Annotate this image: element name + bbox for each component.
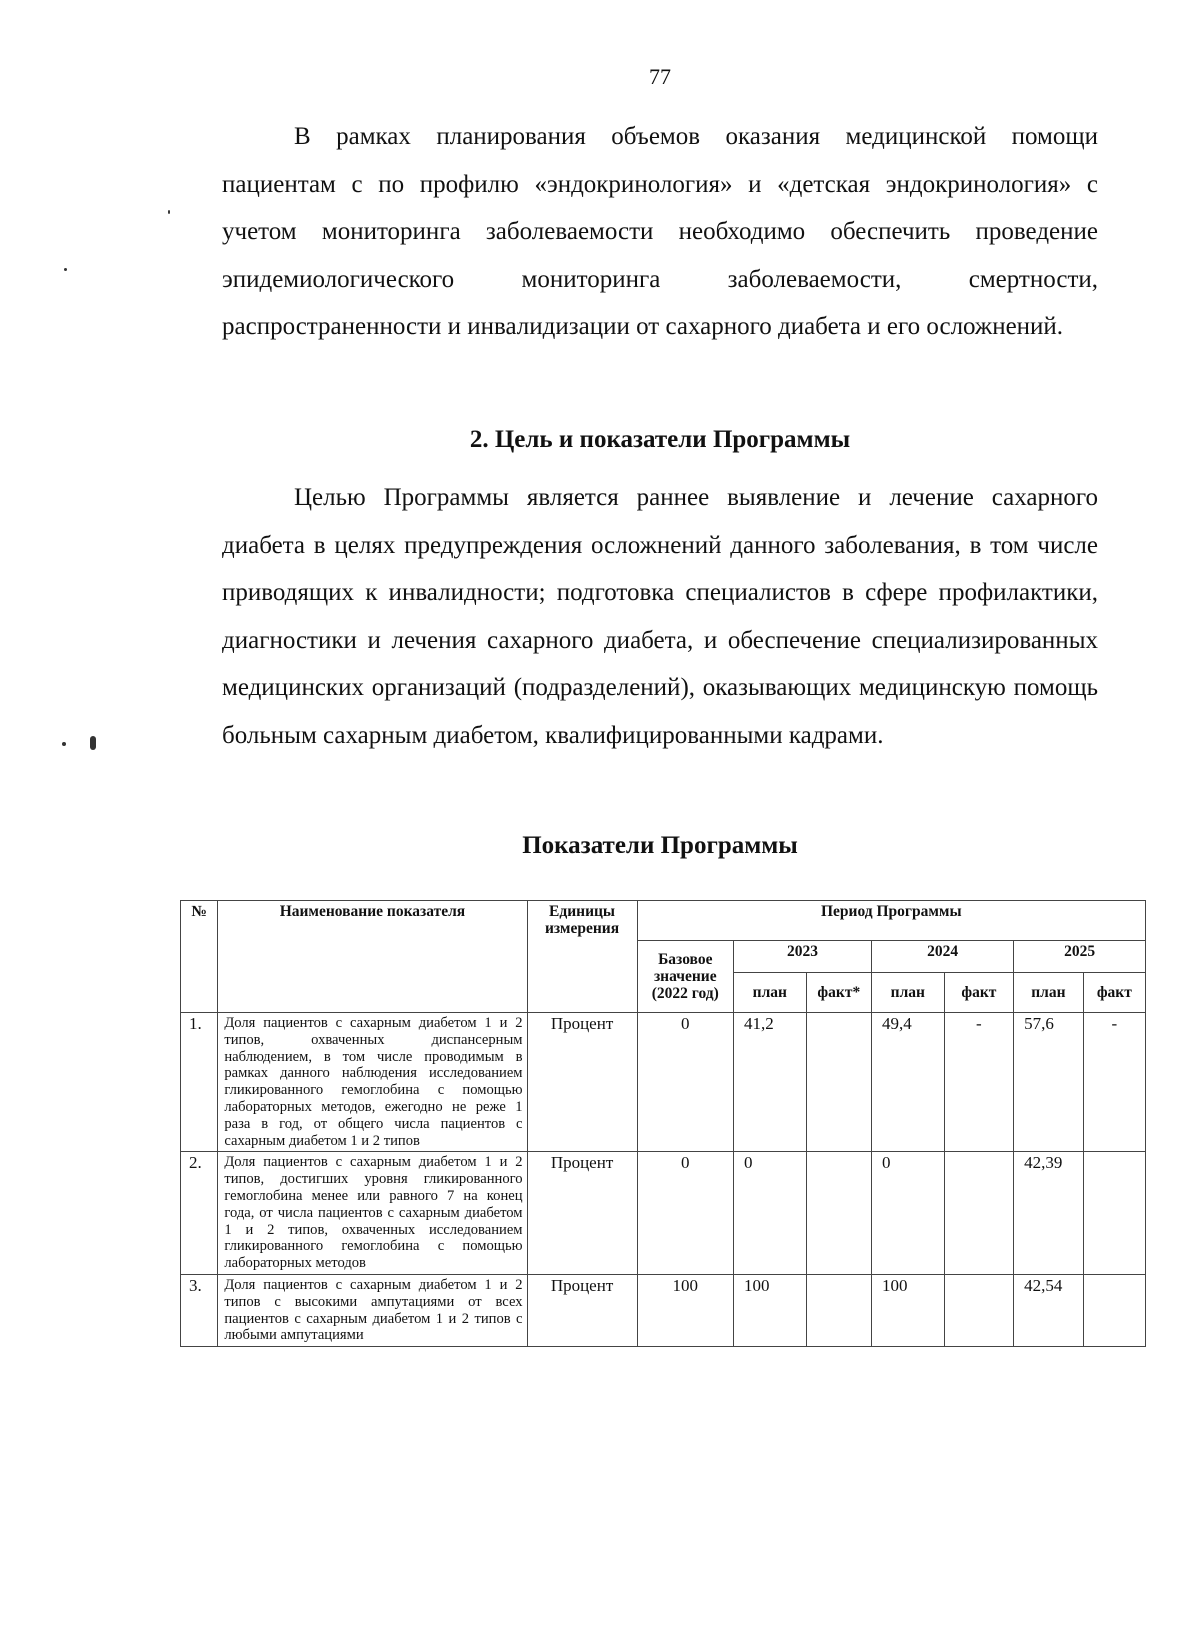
header-number: № — [181, 901, 218, 1013]
table-header-row — [181, 901, 1146, 941]
row-number: 1. — [181, 1013, 218, 1152]
row-indicator-name: Доля пациентов с сахарным диабетом 1 и 2 типов, охваченных диспансерным наблюдением, в том числе проводимым в рамках данного наблюдения исследованием гликированного гемоглобина с помощью лабораторных методов, ежегодно не реже 1 раза в год, от общего числа пациентов с сахарным диабетом 1 и 2 типов — [218, 1013, 527, 1152]
header-name: Наименование показателя — [218, 901, 527, 1013]
table-row — [181, 1152, 1146, 1275]
table-row — [181, 1013, 1146, 1152]
row-fact-2025: - — [1083, 1013, 1145, 1152]
header-plan-2025: план — [1014, 973, 1084, 1013]
goal-paragraph-block — [222, 474, 1098, 759]
row-unit: Процент — [527, 1013, 637, 1152]
row-plan-2025: 42,39 — [1014, 1152, 1084, 1275]
row-indicator-name: Доля пациентов с сахарным диабетом 1 и 2 типов с высокими ампутациями от всех пациентов с сахарным диабетом 1 и 2 типов с любыми ампутациями — [218, 1274, 527, 1346]
row-fact-2024: - — [944, 1013, 1014, 1152]
row-base-value: 0 — [637, 1152, 733, 1275]
header-plan-2023: план — [734, 973, 807, 1013]
indicators-table — [180, 900, 1146, 1347]
scan-speck — [62, 742, 66, 746]
row-plan-2024: 49,4 — [872, 1013, 945, 1152]
row-fact-2025 — [1083, 1274, 1145, 1346]
row-unit: Процент — [527, 1152, 637, 1275]
header-period: Период Программы — [637, 901, 1145, 941]
goal-paragraph: Целью Программы является раннее выявление и лечение сахарного диабета в целях предупреждения осложнений данного заболевания, в том числе приводящих к инвалидности; подготовка специалистов в сфере профилактики, диагностики и лечения сахарного диабета, и обеспечение специализированных медицинских организаций (подразделений), оказывающих медицинскую помощь больным сахарным диабетом, квалифицированными кадрами. — [222, 484, 1098, 749]
page-number: 77 — [649, 64, 671, 89]
intro-paragraph: В рамках планирования объемов оказания медицинской помощи пациентам с по профилю «эндокринология» и «детская эндокринология» с учетом мониторинга заболеваемости необходимо обеспечить проведение эпидемиологического мониторинга заболеваемости, смертности, распространенности и инвалидизации от сахарного диабета и его осложнений. — [222, 123, 1098, 340]
row-fact-2025 — [1083, 1152, 1145, 1275]
row-plan-2024: 100 — [872, 1274, 945, 1346]
row-fact-2023 — [806, 1013, 871, 1152]
header-plan-2024: план — [872, 973, 945, 1013]
row-base-value: 100 — [637, 1274, 733, 1346]
section-heading: 2. Цель и показатели Программы — [469, 426, 851, 453]
table-row — [181, 1274, 1146, 1346]
intro-paragraph-block — [222, 113, 1098, 351]
table-heading: Показатели Программы — [522, 832, 798, 859]
row-unit: Процент — [527, 1274, 637, 1346]
row-indicator-name: Доля пациентов с сахарным диабетом 1 и 2 типов, достигших уровня гликированного гемоглобина менее или равного 7 на конец года, от числа пациентов с сахарным диабетом 1 и 2 типов, охваченных исследованием гликированного гемоглобина с помощью лабораторных методов — [218, 1152, 527, 1275]
row-base-value: 0 — [637, 1013, 733, 1152]
header-fact-2024: факт — [944, 973, 1014, 1013]
header-year-2025: 2025 — [1014, 941, 1146, 973]
row-fact-2024 — [944, 1274, 1014, 1346]
row-number: 3. — [181, 1274, 218, 1346]
header-year-2023: 2023 — [734, 941, 872, 973]
header-unit: Единицы измерения — [527, 901, 637, 1013]
header-fact-2025: факт — [1083, 973, 1145, 1013]
scan-speck — [168, 210, 170, 214]
header-fact-2023: факт* — [806, 973, 871, 1013]
row-fact-2024 — [944, 1152, 1014, 1275]
row-plan-2023: 0 — [734, 1152, 807, 1275]
row-plan-2025: 57,6 — [1014, 1013, 1084, 1152]
row-number: 2. — [181, 1152, 218, 1275]
header-base: Базовое значение (2022 год) — [637, 941, 733, 1013]
row-plan-2024: 0 — [872, 1152, 945, 1275]
header-year-2024: 2024 — [872, 941, 1014, 973]
row-fact-2023 — [806, 1152, 871, 1275]
row-plan-2025: 42,54 — [1014, 1274, 1084, 1346]
scan-speck — [64, 268, 67, 271]
row-plan-2023: 41,2 — [734, 1013, 807, 1152]
row-fact-2023 — [806, 1274, 871, 1346]
scan-speck — [90, 736, 96, 750]
row-plan-2023: 100 — [734, 1274, 807, 1346]
